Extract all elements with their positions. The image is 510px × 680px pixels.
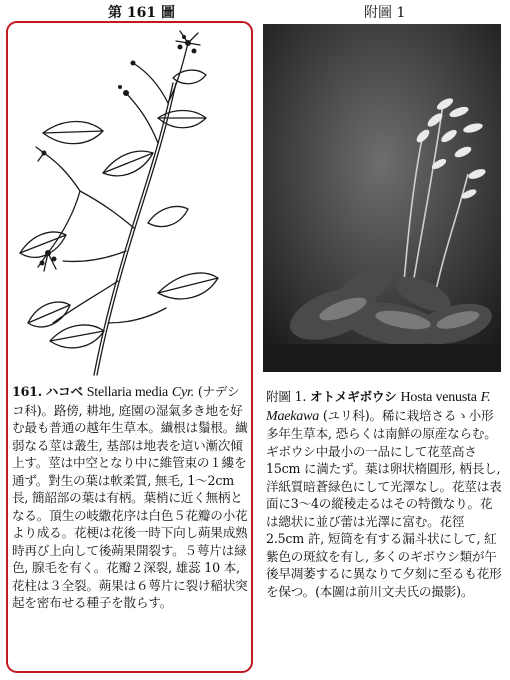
- hosta-caption: [266, 388, 504, 600]
- author-name: Cyr.: [171, 385, 195, 400]
- hosta-photograph: [263, 24, 501, 372]
- left-figure-heading: 第 161 圖: [108, 5, 175, 21]
- author-name: F. Maekawa: [266, 390, 491, 424]
- stellaria-caption: [12, 383, 250, 612]
- scientific-name: Hosta venusta: [400, 390, 477, 405]
- right-figure-heading: 附圖 1: [364, 5, 406, 21]
- caption-number: 161.: [12, 384, 42, 399]
- stellaria-drawing: [8, 23, 251, 381]
- japanese-name: ハコベ: [45, 384, 83, 399]
- caption-body: (ユリ科)。稀に栽培さるゝ小形多年生草本, 恐らくは南鮮の原産ならむ。ギボウシ中最小の一品にして花莖高さ 15cm に満たず。葉は卵状楕圓形, 柄長し, 洋紙質暗蒼緑色にして光澤なし。花莖は表面に3〜4の縱稜走るはその特徴なり。花は總状に並び蕾は光澤に富む。花徑 2.5cm 許, 短筒を有する漏斗状にして, 紅紫色の斑紋を有し, 多くのギボウシ類が午後早凋萎するに異なりて夕刻に至るも花形を保つ。(本圖は前川文夫氏の撮影)。: [266, 407, 502, 599]
- left-figure-panel: [6, 21, 253, 673]
- caption-number: 附圖 1.: [266, 389, 307, 404]
- caption-body: (ナデシコ科)。路傍, 耕地, 庭園の湿氣多き地を好む最も普通の越年生草本。纎根は鬚根。纎弱なる莖は叢生, 基部は地表を這い漸次傾上す。莖は中空となり中に維管束の１縷を通ず。對生の葉は軟柔質, 無毛, 1〜2cm長, 簡韶部の葉は有柄。葉梢に近く無柄となる。頂生の岐繖花序は白色５花瓣の小花より成る。花梗は花後一時下向し蒴果成熟時再び上向して後蒴果開裂す。５萼片は緑色, 腺毛を有く。花瓣２深裂, 雄蕊 10 本, 花柱は３全裂。蒴果は６萼片に裂け稲状突起を密布せる種子を散らす。: [12, 384, 248, 610]
- scientific-name: Stellaria media: [86, 385, 169, 400]
- japanese-name: オトメギボウシ: [310, 389, 397, 404]
